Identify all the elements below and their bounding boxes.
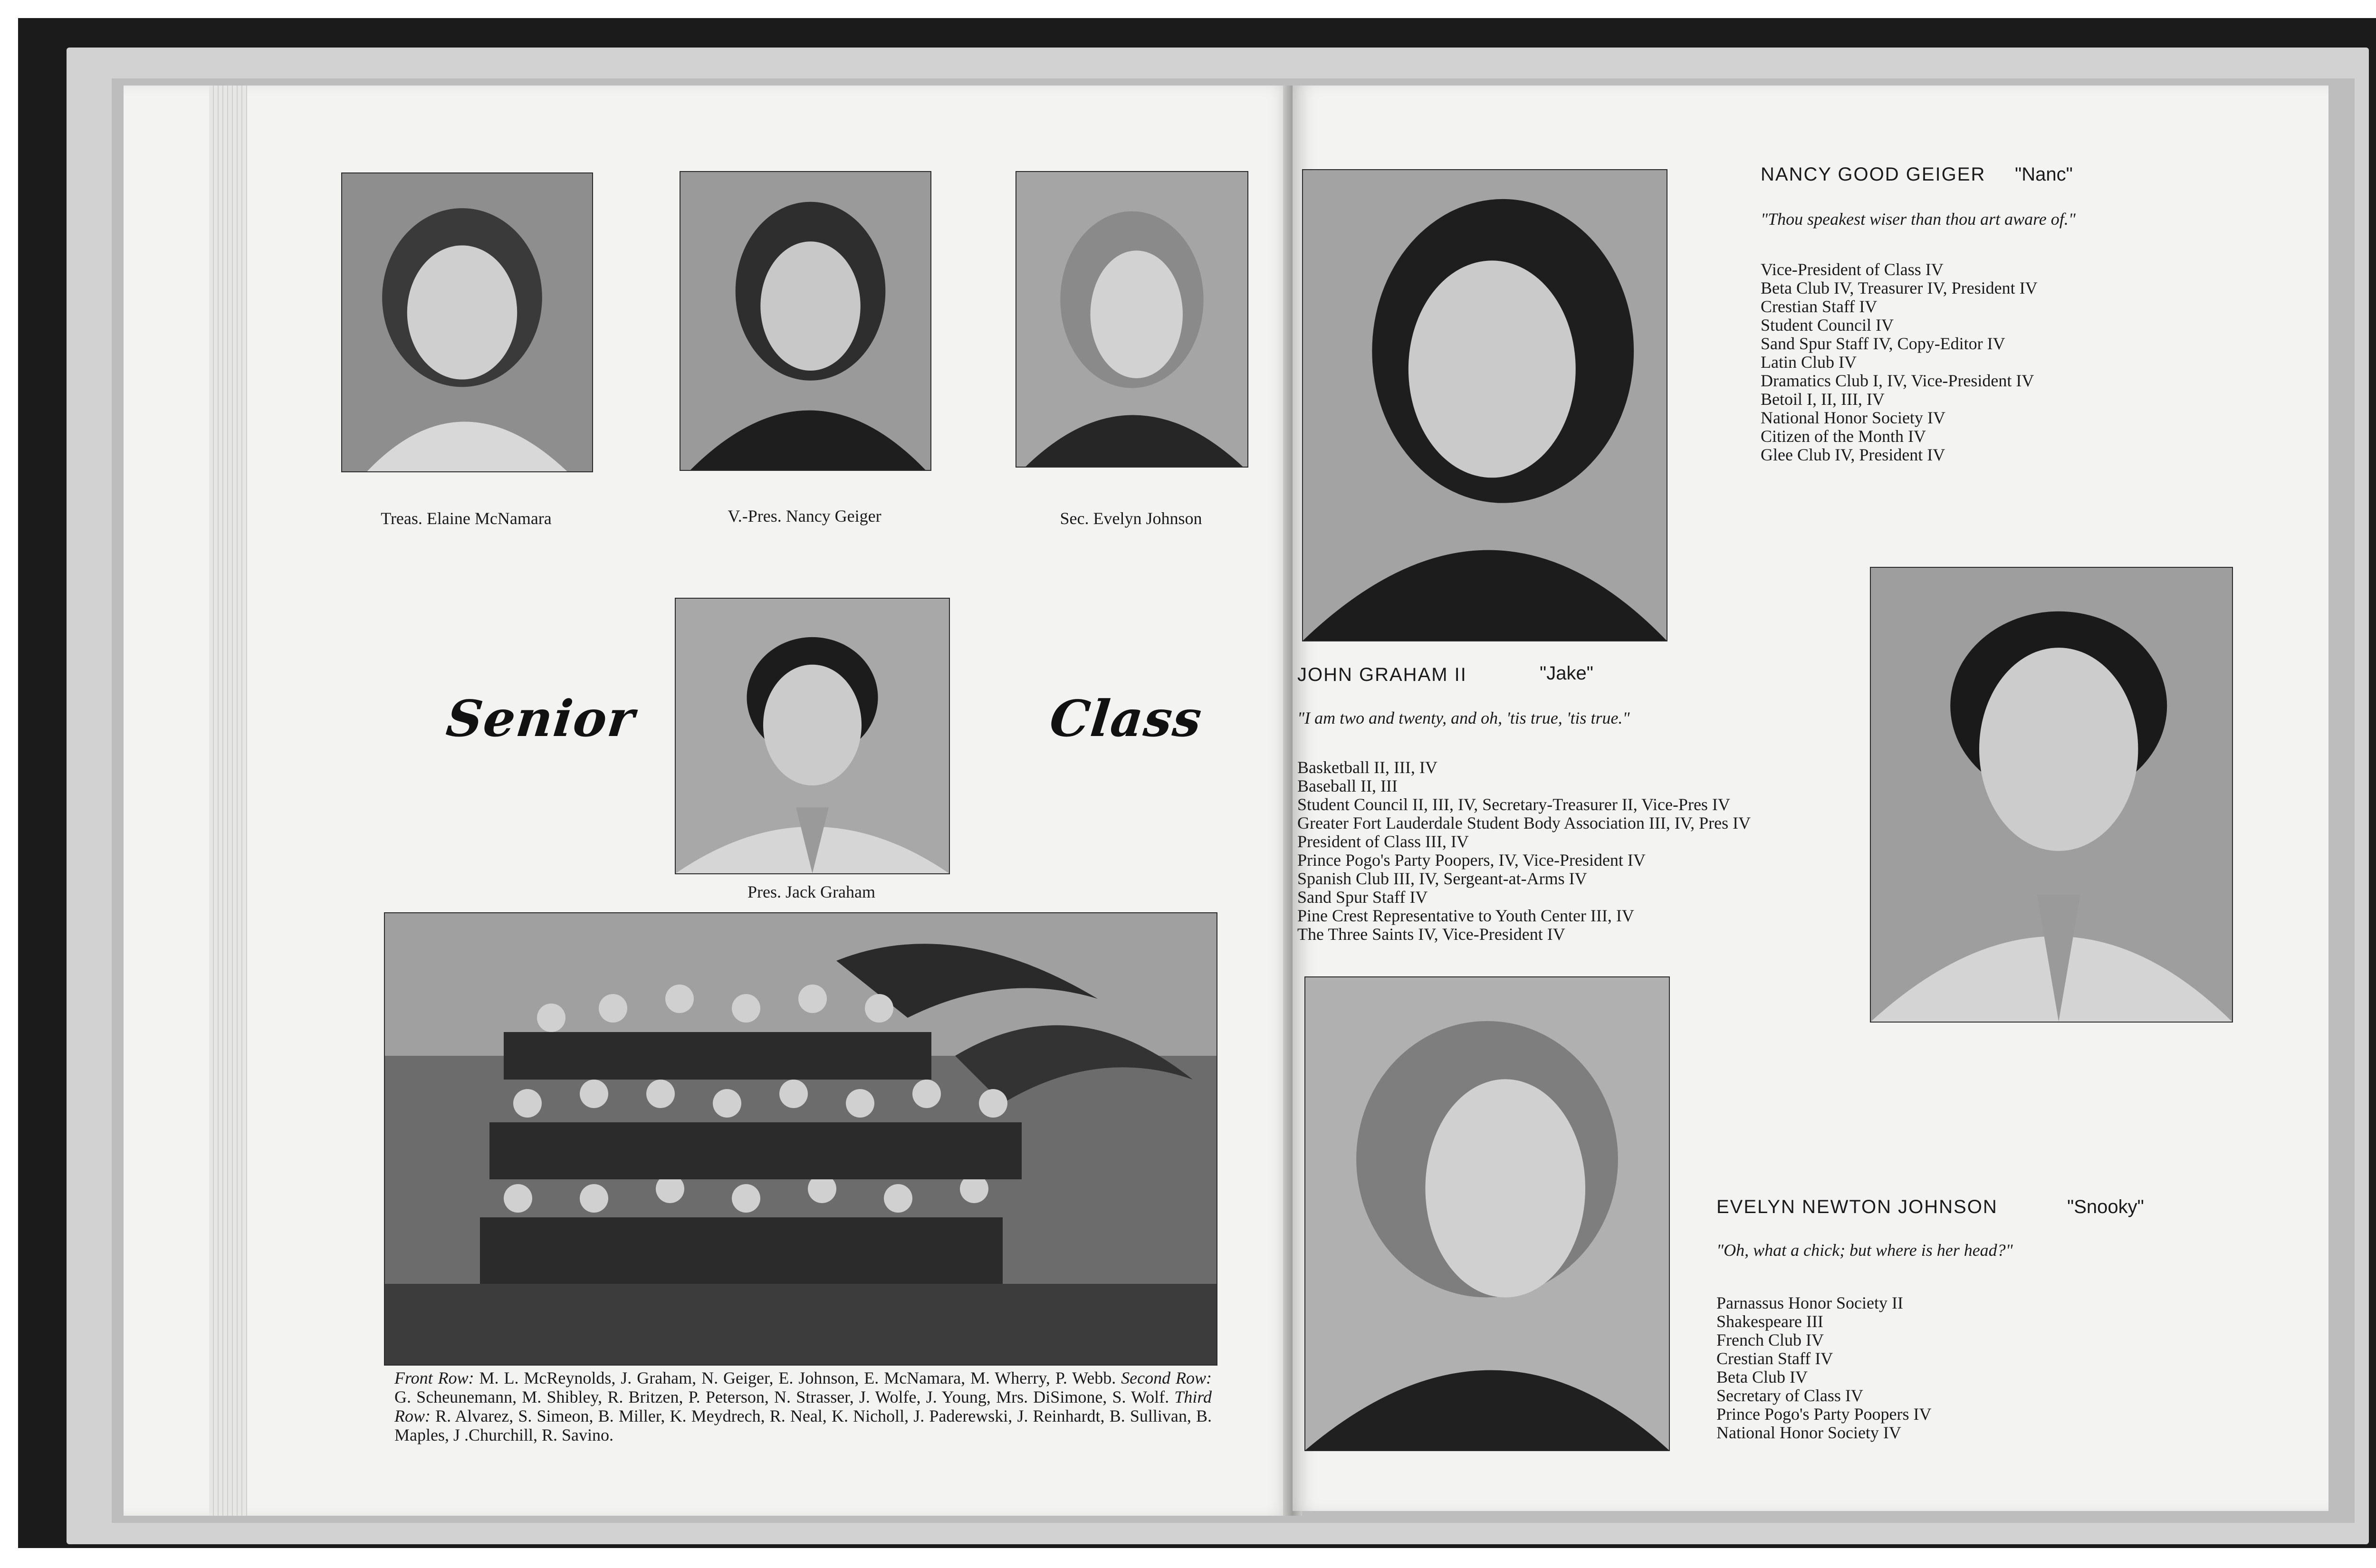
activity-item: Spanish Club III, IV, Sergeant-at-Arms IV [1297,869,1587,888]
portrait-evelyn-johnson [1304,976,1670,1451]
senior-nickname-john: "Jake" [1540,663,1593,684]
second-row-names: G. Scheunemann, M. Shibley, R. Britzen, P. Peterson, N. Strasser, J. Wolfe, J. Young, Mrs. DiSimone, S. Wolf. [394,1387,1175,1406]
activity-item: Betoil I, II, III, IV [1761,390,1885,409]
activity-item: Crestian Staff IV [1761,297,1878,316]
activity-item: Shakespeare III [1716,1312,1823,1331]
activity-item: Basketball II, III, IV [1297,758,1437,777]
third-row-names: R. Alvarez, S. Simeon, B. Miller, K. Meydrech, R. Neal, K. Nicholl, J. Paderewski, J. Reinhardt, B. Sullivan, B. Maples, J .Churchill, R. Savino. [394,1406,1212,1444]
second-row-label: Second Row: [1121,1368,1212,1387]
portrait-nancy-geiger [1302,169,1667,641]
activity-item: Latin Club IV [1761,353,1857,372]
third-row-label: Third Row: [394,1387,1212,1425]
senior-name-nancy: NANCY GOOD GEIGER [1761,164,1986,185]
activity-item: Dramatics Club I, IV, Vice-President IV [1761,371,2034,390]
activities-evelyn [1716,1294,1931,1442]
caption-vice-president: V.-Pres. Nancy Geiger [728,507,881,526]
portrait-vice-president [680,171,931,471]
senior-quote-john: "I am two and twenty, and oh, 'tis true, 'tis true." [1297,708,1630,727]
activities-john [1297,758,1751,944]
activity-item: Vice-President of Class IV [1761,260,1944,279]
senior-nickname-nancy: "Nanc" [2015,164,2073,185]
group-photo [384,912,1217,1366]
activities-nancy [1761,260,2038,464]
page-edge-stack [209,86,247,1516]
activity-item: Beta Club IV, Treasurer IV, President IV [1761,278,2038,297]
senior-name-john: JOHN GRAHAM II [1297,664,1467,685]
senior-quote-evelyn: "Oh, what a chick; but where is her head?" [1716,1241,2013,1260]
senior-nickname-evelyn: "Snooky" [2067,1196,2144,1217]
activity-item: National Honor Society IV [1761,408,1945,427]
senior-name-evelyn: EVELYN NEWTON JOHNSON [1716,1196,1998,1217]
activity-item: Citizen of the Month IV [1761,427,1926,446]
activity-item: Beta Club IV [1716,1367,1808,1386]
activity-item: Baseball II, III [1297,776,1398,795]
caption-treasurer: Treas. Elaine McNamara [381,509,552,528]
activity-item: Sand Spur Staff IV [1297,888,1428,907]
title-senior: Senior [443,689,638,748]
portrait-john-graham [1870,567,2233,1023]
activity-item: Pine Crest Representative to Youth Center III, IV [1297,906,1634,925]
caption-secretary: Sec. Evelyn Johnson [1060,509,1202,528]
title-class: Class [1047,689,1206,748]
caption-president: Pres. Jack Graham [747,882,875,901]
activity-item: Parnassus Honor Society II [1716,1293,1903,1312]
portrait-president [675,598,950,874]
activity-item: Secretary of Class IV [1716,1386,1863,1405]
portrait-treasurer [341,172,593,472]
activity-item: National Honor Society IV [1716,1423,1901,1442]
senior-quote-nancy: "Thou speakest wiser than thou art aware of." [1761,210,2076,229]
activity-item: Student Council IV [1761,316,1894,335]
activity-item: Greater Fort Lauderdale Student Body Association III, IV, Pres IV [1297,813,1751,832]
activity-item: President of Class III, IV [1297,832,1469,851]
front-row-label: Front Row: [394,1368,474,1387]
activity-item: Prince Pogo's Party Poopers IV [1716,1405,1932,1424]
activity-item: Sand Spur Staff IV, Copy-Editor IV [1761,334,2005,353]
activity-item: Student Council II, III, IV, Secretary-Treasurer II, Vice-Pres IV [1297,795,1730,814]
group-photo-caption [394,1368,1212,1444]
activity-item: The Three Saints IV, Vice-President IV [1297,925,1565,944]
activity-item: Prince Pogo's Party Poopers, IV, Vice-President IV [1297,851,1646,870]
activity-item: Glee Club IV, President IV [1761,445,1945,464]
portrait-secretary [1016,171,1248,468]
activity-item: Crestian Staff IV [1716,1349,1833,1368]
front-row-names: M. L. McReynolds, J. Graham, N. Geiger, E. Johnson, E. McNamara, M. Wherry, P. Webb. [474,1368,1121,1387]
activity-item: French Club IV [1716,1330,1824,1349]
